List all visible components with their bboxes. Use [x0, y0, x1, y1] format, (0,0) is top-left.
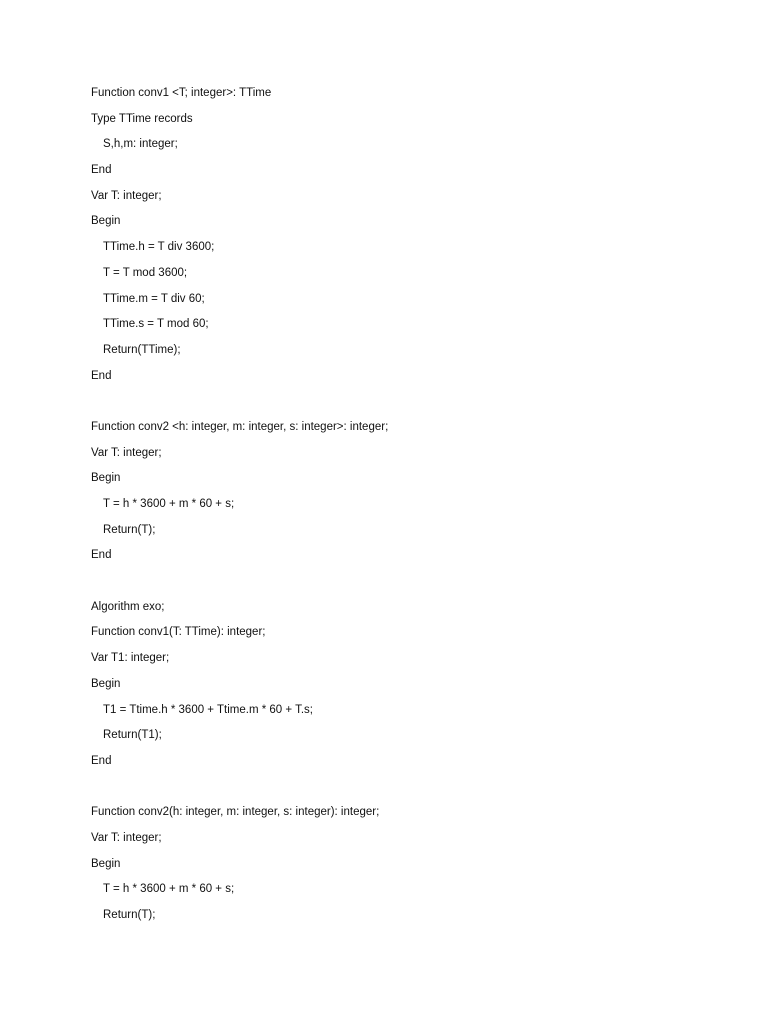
code-line: Function conv1 <T; integer>: TTime: [91, 87, 272, 99]
code-line: TTime.m = T div 60;: [103, 292, 205, 305]
blank-line: [91, 779, 731, 805]
code-line: Function conv2 <h: integer, m: integer, s: integer>: integer;: [91, 420, 389, 433]
blank-line: [91, 393, 731, 419]
code-line: Var T: integer;: [91, 831, 162, 844]
code-line: T = T mod 3600;: [103, 266, 188, 279]
code-line: TTime.h = T div 3600;: [103, 241, 215, 254]
code-line: End: [91, 754, 112, 767]
code-line: Function conv1(T: TTime): integer;: [91, 626, 266, 639]
code-line: TTime.s = T mod 60;: [103, 318, 209, 331]
code-line: Var T1: integer;: [91, 652, 170, 665]
code-line: Function conv2(h: integer, m: integer, s: integer): integer;: [91, 806, 380, 819]
code-line: Type TTime records: [91, 112, 193, 125]
code-line: Begin: [91, 677, 121, 690]
document-body: [91, 85, 731, 933]
code-line: Begin: [91, 472, 121, 485]
code-line: S,h,m: integer;: [103, 138, 178, 151]
code-line: Var T: integer;: [91, 446, 162, 459]
code-line: Return(T);: [103, 523, 156, 536]
code-line: Begin: [91, 215, 121, 228]
code-line: End: [91, 549, 112, 562]
code-line: Algorithm exo;: [91, 600, 165, 613]
code-line: Var T: integer;: [91, 189, 162, 202]
blank-line: [91, 573, 731, 599]
code-line: End: [91, 164, 112, 177]
code-line: Return(T1);: [103, 729, 162, 742]
code-line: Return(TTime);: [103, 343, 181, 356]
code-line: End: [91, 369, 112, 382]
code-line: T1 = Ttime.h * 3600 + Ttime.m * 60 + T.s;: [103, 703, 313, 716]
code-line: Return(T);: [103, 909, 156, 921]
code-line: T = h * 3600 + m * 60 + s;: [103, 498, 235, 510]
code-line: T = h * 3600 + m * 60 + s;: [103, 883, 235, 896]
code-line: Begin: [91, 857, 121, 870]
